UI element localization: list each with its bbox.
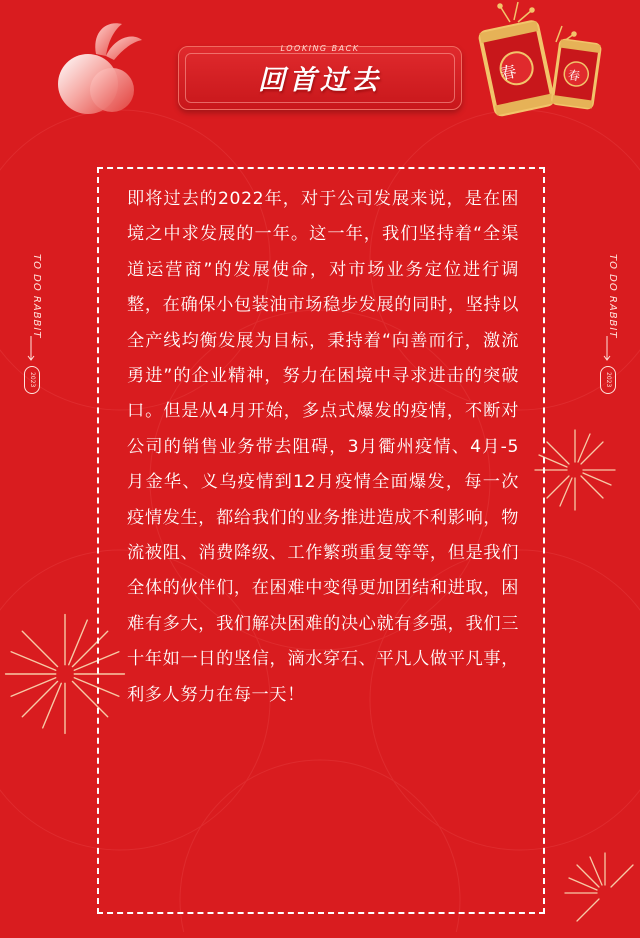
firework-icon (560, 848, 640, 938)
page-title: 回首过去 (258, 65, 382, 96)
firecracker-icon (470, 0, 630, 120)
arrow-down-icon (602, 336, 612, 362)
year-badge-right: 2023 (600, 366, 616, 394)
cracker-label-2: 春 (567, 67, 581, 84)
side-caption-right: TO DO RABBIT (607, 254, 618, 339)
year-badge-left: 2023 (24, 366, 40, 394)
side-caption-left: TO DO RABBIT (31, 254, 42, 339)
arrow-down-icon (26, 336, 36, 362)
body-paragraph: 即将过去的2022年，对于公司发展来说，是在困境之中求发展的一年。这一年，我们坚持着“全渠道运营商”的发展使命，对市场业务定位进行调整，在确保小包装油市场稳步发展的同时，坚持以全产线均衡发展为目标，秉持着“向善而行，激流勇进”的企业精神，努力在困境中寻求进击的突破口。但是从4月开始，多点式爆发的疫情，不断对公司的销售业务带去阻碍，3月衢州疫情、4月-5月金华、义乌疫情到12月疫情全面爆发，每一次疫情发生，都给我们的业务推进造成不利影响，物流被阻、消费降级、工作繁琐重复等等，但是我们全体的伙伴们，在困难中变得更加团结和进取，困难有多大，我们解决困难的决心就有多强，我们三十年如一日的坚信，滴水穿石、平凡人做平凡事，利多人努力在每一天！ (127, 189, 519, 705)
cracker-label-1: 春 (498, 61, 519, 84)
title-caption: LOOKING BACK (280, 44, 360, 53)
